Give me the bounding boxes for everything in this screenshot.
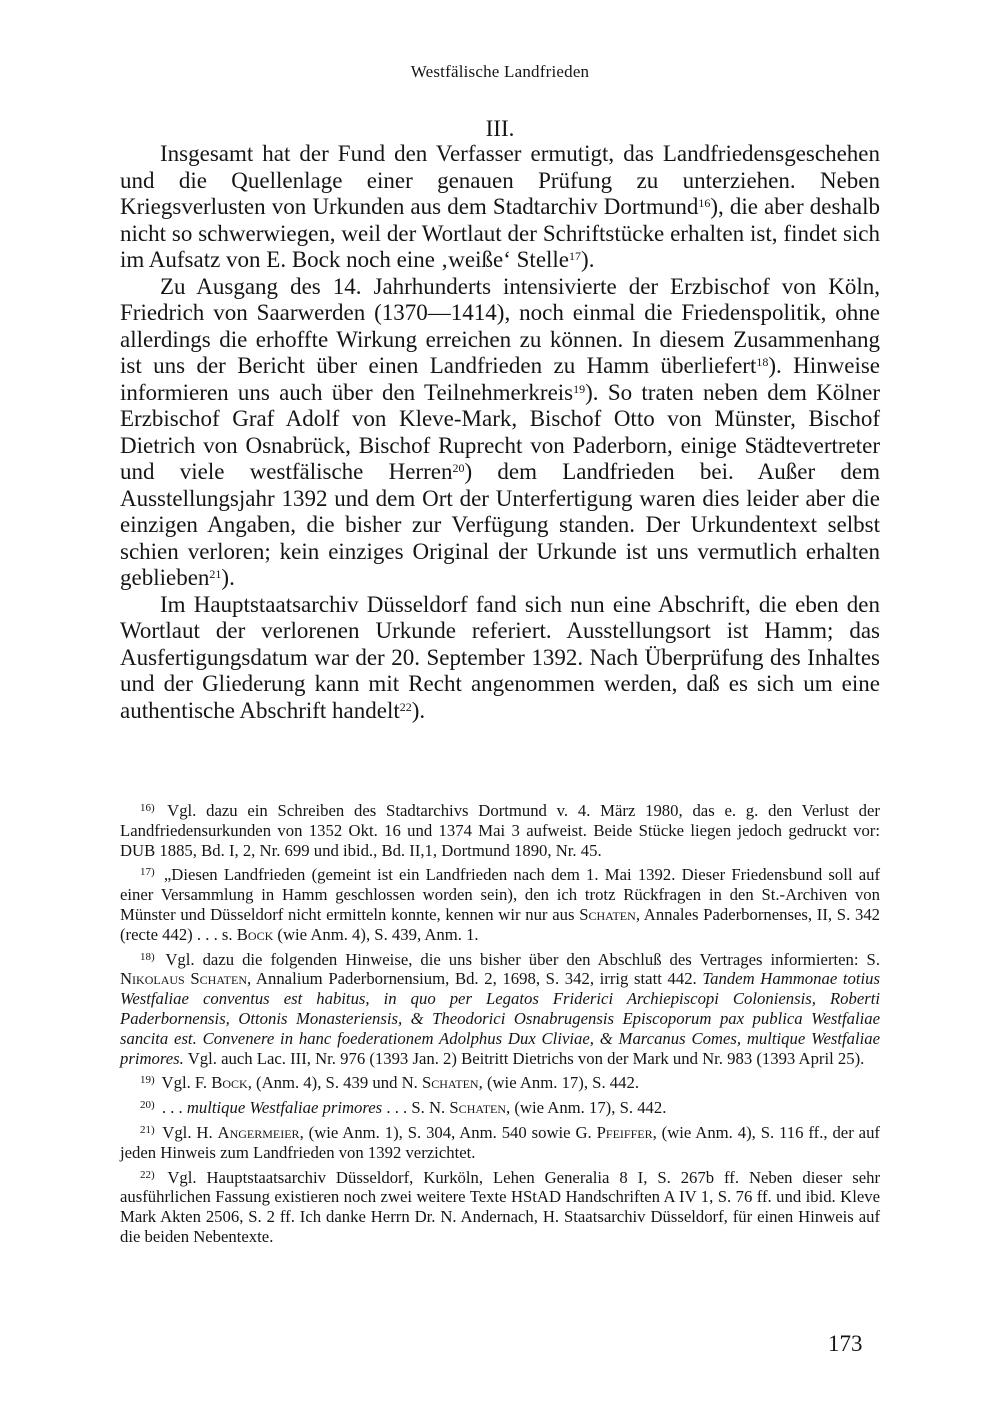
footnote-mark: 16) — [140, 802, 155, 814]
footnote-text: , (Anm. 4), S. 439 und N. — [247, 1073, 422, 1093]
paragraph-2-text: Zu Ausgang des 14. Jahrhunderts intensivierte der Erzbischof von Köln, Friedrich von Saarwerden (1370—1414), noch einmal die Friedenspolitik, ohne allerdings die erhoffte Wirkung erreichen zu können. In diesem Zusammenhang ist uns der Bericht über einen Landfrieden zu Hamm überliefert — [120, 273, 880, 378]
footnote-text: . . . S. N. — [382, 1098, 450, 1118]
footnote-text: Vgl. dazu ein Schreiben des Stadtarchivs Dortmund v. 4. März 1980, das e. g. den Verlust der Landfriedensurkunden von 1352 Okt. 16 und 1374 Mai 3 aufweist. Beide Stücke liegen jedoch gedruckt vor: DUB 1885, Bd. I, 2, Nr. 699 und ibid., Bd. II,1, Dortmund 1890, Nr. 45. — [120, 801, 880, 860]
footnote-20 — [120, 1096, 880, 1118]
footnote-ref-22: 22 — [399, 699, 412, 714]
footnote-text: Vgl. F. — [161, 1073, 212, 1093]
paragraph-3-text: Im Hauptstaatsarchiv Düsseldorf fand sich nun eine Abschrift, die eben den Wortlaut der verlorenen Urkunde referiert. Ausstellungsort ist Hamm; das Ausfertigungsdatum war der 20. September 1392. Nach Überprüfung des Inhaltes und der Gliederung kann mit Recht angenommen werden, daß es sich um eine authentische Abschrift handelt — [120, 591, 880, 723]
footnote-text: . . . — [161, 1098, 187, 1118]
latin-quotation: multique Westfaliae primores — [186, 1098, 383, 1118]
footnotes — [120, 799, 880, 1250]
author-name: Bock — [211, 1073, 248, 1093]
footnote-ref-21: 21 — [209, 567, 222, 581]
footnote-19 — [120, 1071, 880, 1093]
author-name: Schaten — [449, 1098, 507, 1118]
footnote-mark: 19) — [140, 1074, 155, 1087]
footnote-text: , (wie Anm. 1), S. 304, Anm. 540 sowie G. — [299, 1122, 597, 1142]
footnote-text: Vgl. Hauptstaatsarchiv Düsseldorf, Kurköln, Lehen Generalia 8 I, S. 267b ff. Neben dieser sehr ausführlichen Fassung existieren noch zwei weitere Texte HStAD Handschriften A IV 1, S. 76 ff. und ibid. Kleve Mark Akten 2506, S. 2 ff. Ich danke Herrn Dr. N. Andernach, H. Staatsarchiv Düsseldorf, für einen Hinweis auf die beiden Nebentexte. — [120, 1167, 881, 1246]
footnote-ref-19: 19 — [573, 381, 586, 396]
footnote-text: , Annalium Paderbornensium, Bd. 2, 1698, S. 342, irrig statt 442. — [247, 969, 703, 989]
paragraph-3 — [120, 592, 880, 725]
paragraph-3-text: ). — [411, 697, 426, 723]
footnote-mark: 21) — [140, 1123, 155, 1136]
footnote-text: (wie Anm. 4), S. 439, Anm. 1. — [273, 924, 479, 944]
footnote-17 — [120, 863, 880, 944]
author-name: Pfeiffer — [596, 1122, 653, 1142]
main-text — [120, 141, 880, 724]
footnote-text: , (wie Anm. 17), S. 442. — [478, 1073, 639, 1093]
footnote-16 — [120, 799, 880, 860]
paragraph-1-text: ), die aber deshalb nicht so schwerwiegen, weil der Wortlaut der Schriftstücke erhalten ist, findet sich im Aufsatz von E. Bock noch eine ‚weiße‘ Stelle — [120, 194, 880, 272]
author-name: Schaten — [579, 904, 636, 924]
paragraph-2-text: ). Hinweise informieren uns auch über den Teilnehmerkreis — [120, 353, 881, 405]
footnote-text: Vgl. dazu die folgenden Hinweise, die uns bisher über den Abschluß des Vertrages informierten: S. — [165, 949, 880, 969]
footnote-text: , (wie Anm. 17), S. 442. — [506, 1098, 667, 1118]
running-head: Westfälische Landfrieden — [410, 62, 590, 81]
footnote-ref-17: 17 — [569, 249, 582, 263]
footnote-text: , Annales Paderbornenses, II, S. 342 (recte 442) . . . s. — [120, 904, 881, 944]
paragraph-1-text: Insgesamt hat der Fund den Verfasser ermutigt, das Landfriedensgeschehen und die Quellenlage einer genauen Prüfung zu unterziehen. Neben Kriegsverlusten von Urkunden aus dem Stadtarchiv Dortmund — [120, 141, 880, 219]
author-name: Angermeier — [217, 1122, 300, 1142]
footnote-text: „Diesen Landfrieden (gemeint ist ein Landfrieden nach dem 1. Mai 1392. Dieser Friedensbund soll auf einer Versammlung in Hamm geschlossen worden sein), den ich trotz Rückfragen in den St.-Archiven von Münster und Düsseldorf nicht ermitteln konnte, kennen wir nur aus — [120, 865, 880, 924]
footnote-text: , (wie Anm. 4), S. 116 ff., der auf jeden Hinweis zum Landfrieden von 1392 verzichtet. — [120, 1122, 880, 1162]
footnote-ref-16: 16 — [698, 196, 711, 210]
footnote-18 — [120, 948, 880, 1069]
footnote-text: Vgl. H. — [162, 1122, 218, 1142]
footnote-mark: 17) — [140, 866, 155, 879]
paragraph-1 — [120, 141, 880, 274]
section-heading: III. — [485, 116, 515, 141]
page-number: 173 — [828, 1331, 863, 1356]
footnote-mark: 22) — [140, 1168, 155, 1181]
paragraph-1-text: ). — [581, 247, 595, 272]
author-name: Schaten — [421, 1073, 479, 1093]
paragraph-2 — [120, 274, 880, 592]
latin-quotation: Tandem Hammonae totius Westfaliae conventus est habitus, in quo per Legatos Friderici Archiepiscopi Coloniensis, Roberti Paderbornensis, Ottonis Monasteriensis, & Theodorici Osnabrugensis Episcoporum pax publica Westfaliae sancita est. Convenere in hanc foederationem Adolphus Dux Cliviae, & Marcanus Comes, multique Westfaliae primores. — [120, 969, 881, 1068]
footnote-mark: 18) — [140, 950, 155, 963]
paragraph-2-text: ). So traten neben dem Kölner Erzbischof Graf Adolf von Kleve-Mark, Bischof Otto von Münster, Bischof Dietrich von Osnabrück, Bischof Ruprecht von Paderborn, einige Städtevertreter und viele westfälische Herren — [120, 379, 880, 484]
author-name: Bock — [236, 924, 274, 944]
paragraph-2-text: ). — [221, 565, 235, 590]
footnote-21 — [120, 1121, 880, 1163]
footnote-22 — [120, 1166, 880, 1247]
footnote-mark: 20) — [140, 1099, 155, 1112]
footnote-ref-18: 18 — [756, 355, 769, 369]
author-name: Nikolaus Schaten — [120, 969, 247, 989]
paragraph-2-text: ) dem Landfrieden bei. Außer dem Ausstellungsjahr 1392 und dem Ort der Unterfertigung waren dies leider aber die einzigen Angaben, die bisher zur Verfügung standen. Der Urkundentext selbst schien verloren; kein einziges Original der Urkunde ist uns vermutlich erhalten geblieben — [120, 459, 881, 590]
footnote-text: Vgl. auch Lac. III, Nr. 976 (1393 Jan. 2) Beitritt Dietrichs von der Mark und Nr. 983 (1393 April 25). — [183, 1048, 865, 1068]
footnote-ref-20: 20 — [452, 461, 465, 475]
